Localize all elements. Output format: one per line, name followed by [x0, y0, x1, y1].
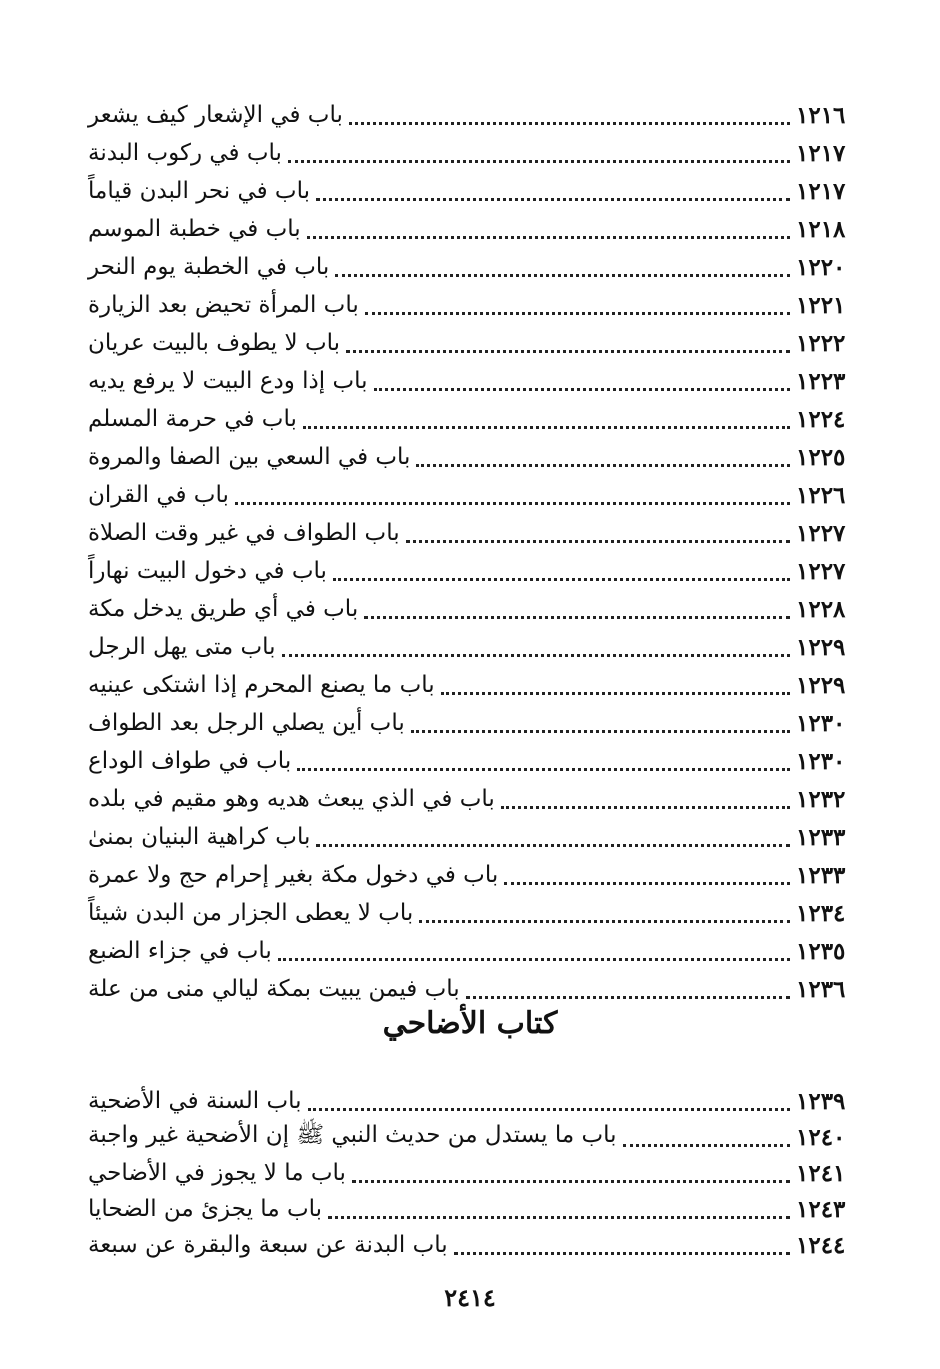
entry-title: باب في الإشعار كيف يشعر: [88, 102, 343, 128]
dot-leader: [316, 172, 790, 210]
entry-title: باب في دخول البيت نهاراً: [88, 558, 327, 584]
entry-title: باب في الخطبة يوم النحر: [88, 254, 330, 280]
dot-leader: [374, 362, 790, 400]
entry-page: ١٢٤١: [796, 1159, 846, 1187]
dot-leader: [333, 552, 790, 590]
entry-title: باب ما يصنع المحرم إذا اشتكى عينيه: [88, 672, 435, 698]
toc-entry: [88, 970, 856, 1008]
entry-title: باب فيمن يبيت بمكة ليالي منى من علة: [88, 976, 460, 1002]
toc-entry: [88, 96, 856, 134]
entry-page: ١٢٢٠: [796, 253, 846, 281]
entry-page: ١٢٣٤: [796, 899, 846, 927]
toc-entry: [88, 590, 856, 628]
toc-entry: [88, 172, 856, 210]
entry-title: باب في نحر البدن قياماً: [88, 178, 310, 204]
entry-title: باب في جزاء الضبع: [88, 938, 272, 964]
toc-entry: [88, 210, 856, 248]
entry-page: ١٢٣٠: [796, 747, 846, 775]
entry-title: باب في خطبة الموسم: [88, 216, 301, 242]
entry-page: ١٢١٧: [796, 139, 846, 167]
toc-entry: [88, 476, 856, 514]
entry-title: باب في الذي يبعث هديه وهو مقيم في بلده: [88, 786, 495, 812]
entry-page: ١٢٢٦: [796, 481, 846, 509]
dot-leader: [335, 248, 790, 286]
dot-leader: [441, 666, 790, 704]
dot-leader: [406, 514, 790, 552]
toc-entry: [88, 1082, 856, 1120]
entry-page: ١٢٢٩: [796, 671, 846, 699]
dot-leader: [346, 324, 790, 362]
entry-title: باب المرأة تحيض بعد الزيارة: [88, 292, 359, 318]
toc-entry: [88, 932, 856, 970]
dot-leader: [288, 134, 790, 172]
entry-page: ١٢٢٩: [796, 633, 846, 661]
entry-page: ١٢٤٤: [796, 1231, 846, 1259]
toc-entry: [88, 666, 856, 704]
entry-title: باب إذا ودع البيت لا يرفع يديه: [88, 368, 368, 394]
toc-entry: [88, 134, 856, 172]
dot-leader: [416, 438, 790, 476]
entry-page: ١٢٣٢: [796, 785, 846, 813]
toc-entry: [88, 894, 856, 932]
dot-leader: [316, 818, 790, 856]
entry-page: ١٢٢٢: [796, 329, 846, 357]
entry-title: باب في دخول مكة بغير إحرام حج ولا عمرة: [88, 862, 499, 888]
entry-title: باب ما لا يجوز في الأضاحي: [88, 1160, 346, 1186]
dot-leader: [466, 970, 790, 1008]
entry-page: ١٢٢٣: [796, 367, 846, 395]
dot-leader: [504, 856, 790, 894]
entry-title: باب السنة في الأضحية: [88, 1088, 302, 1114]
toc-entry: [88, 438, 856, 476]
toc-entry: [88, 704, 856, 742]
entry-title: باب في حرمة المسلم: [88, 406, 297, 432]
entry-page: ١٢٣٩: [796, 1087, 846, 1115]
entry-page: ١٢٢٨: [796, 595, 846, 623]
entry-page: ١٢٢٧: [796, 557, 846, 585]
toc-entry: [88, 628, 856, 666]
toc-entry: [88, 742, 856, 780]
entry-page: ١٢١٦: [796, 101, 846, 129]
dot-leader: [308, 1082, 790, 1120]
dot-leader: [282, 628, 790, 666]
dot-leader: [278, 932, 790, 970]
page-number: ٢٤١٤: [444, 1283, 496, 1312]
toc-entry: [88, 286, 856, 324]
entry-page: ١٢٤٠: [796, 1123, 846, 1151]
toc-entry: [88, 514, 856, 552]
toc-entry: [88, 400, 856, 438]
entry-page: ١٢٢٥: [796, 443, 846, 471]
dot-leader: [352, 1154, 790, 1192]
dot-leader: [349, 96, 790, 134]
entry-title: باب في أي طريق يدخل مكة: [88, 596, 359, 622]
dot-leader: [411, 704, 790, 742]
toc-entry: [88, 856, 856, 894]
entry-page: ١٢٤٣: [796, 1195, 846, 1223]
toc-entry: [88, 780, 856, 818]
toc-entry: [88, 362, 856, 400]
toc-entry: [88, 1226, 856, 1264]
entry-title: باب في طواف الوداع: [88, 748, 292, 774]
entry-title: باب متى يهل الرجل: [88, 634, 276, 660]
dot-leader: [454, 1226, 790, 1264]
toc-entry: [88, 1190, 856, 1228]
dot-leader: [365, 286, 790, 324]
entry-page: ١٢٢٤: [796, 405, 846, 433]
entry-title: باب كراهية البنيان بمنىٰ: [88, 824, 311, 850]
entry-page: ١٢٣٥: [796, 937, 846, 965]
dot-leader: [364, 590, 790, 628]
toc-entry: [88, 1154, 856, 1192]
entry-title: باب لا يعطى الجزار من البدن شيئاً: [88, 900, 414, 926]
dot-leader: [623, 1118, 790, 1156]
dot-leader: [297, 742, 790, 780]
entry-title: باب أين يصلي الرجل بعد الطواف: [88, 710, 405, 736]
entry-title: باب الطواف في غير وقت الصلاة: [88, 520, 400, 546]
entry-page: ١٢١٧: [796, 177, 846, 205]
book-heading: كتاب الأضاحي: [382, 1006, 558, 1041]
entry-title: باب ما يجزئ من الضحايا: [88, 1196, 323, 1222]
entry-title: باب ما يستدل من حديث النبي ﷺ إن الأضحية غير واجبة: [88, 1122, 617, 1148]
dot-leader: [328, 1190, 790, 1228]
entry-title: باب في ركوب البدنة: [88, 140, 282, 166]
toc-entry: [88, 248, 856, 286]
toc-entry: [88, 552, 856, 590]
entry-page: ١٢٣٠: [796, 709, 846, 737]
toc-entry: [88, 1118, 856, 1156]
dot-leader: [303, 400, 790, 438]
dot-leader: [235, 476, 790, 514]
entry-page: ١٢٢٧: [796, 519, 846, 547]
dot-leader: [307, 210, 790, 248]
entry-title: باب في القران: [88, 482, 229, 508]
toc-entry: [88, 818, 856, 856]
dot-leader: [501, 780, 790, 818]
entry-page: ١٢٣٣: [796, 861, 846, 889]
entry-page: ١٢١٨: [796, 215, 846, 243]
dot-leader: [419, 894, 790, 932]
entry-title: باب البدنة عن سبعة والبقرة عن سبعة: [88, 1232, 448, 1258]
entry-page: ١٢٣٣: [796, 823, 846, 851]
entry-title: باب لا يطوف بالبيت عريان: [88, 330, 341, 356]
toc-entry: [88, 324, 856, 362]
entry-title: باب في السعي بين الصفا والمروة: [88, 444, 411, 470]
entry-page: ١٢٣٦: [796, 975, 846, 1003]
entry-page: ١٢٢١: [796, 291, 846, 319]
